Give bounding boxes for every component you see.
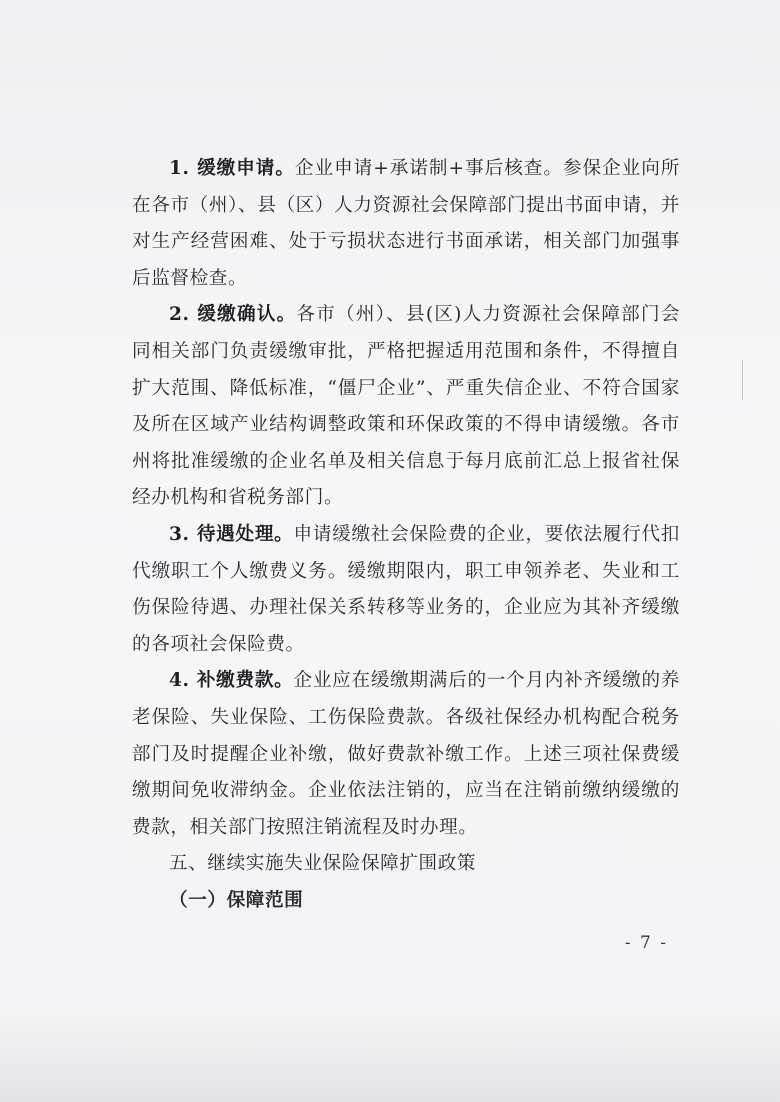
section-title: 五、继续实施失业保险保障扩围政策 xyxy=(169,853,477,875)
paragraph-benefit-handling xyxy=(132,517,680,663)
paragraph-text: 各市（州）、县(区)人力资源社会保障部门会同相关部门负责缓缴审批，严格把握适用范围和条件，不得擅自扩大范围、降低标准，“僵尸企业”、严重失信企业、不符合国家及所在区域产业结构调整政策和环保政策的不得申请缓缴。各市州将批准缓缴的企业名单及相关信息于每月底前汇总上报省社保经办机构和省税务部门。 xyxy=(132,304,680,509)
paragraph-deferral-application xyxy=(132,151,680,297)
margin-mark xyxy=(742,360,743,400)
paragraph-deferral-confirmation xyxy=(132,297,680,517)
paragraph-heading: 4. 补缴费款。 xyxy=(169,670,294,692)
paragraph-heading: 1. 缓缴申请。 xyxy=(169,158,295,179)
paragraph-back-payment xyxy=(132,663,680,846)
page-number: - 7 - xyxy=(624,933,668,953)
paragraph-text: 企业申请+承诺制+事后核查。参保企业向所在各市（州）、县（区）人力资源社会保障部门提出书面申请，并对生产经营困难、处于亏损状态进行书面承诺，相关部门加强事后监督检查。 xyxy=(132,158,680,289)
document-body xyxy=(132,151,680,919)
paragraph-heading: 3. 待遇处理。 xyxy=(169,523,294,545)
paragraph-text: 申请缓缴社会保险费的企业，要依法履行代扣代缴职工个人缴费义务。缓缴期限内，职工申领养老、失业和工伤保险待遇、办理社保关系转移等业务的，企业应为其补齐缓缴的各项社会保险费。 xyxy=(132,523,680,655)
subsection-title: （一）保障范围 xyxy=(169,889,304,911)
paragraph-heading: 2. 缓缴确认。 xyxy=(169,304,297,326)
page-bottom-shade xyxy=(0,1012,780,1102)
paragraph-text: 企业应在缓缴期满后的一个月内补齐缓缴的养老保险、失业保险、工伤保险费款。各级社保经办机构配合税务部门及时提醒企业补缴，做好费款补缴工作。上述三项社保费缓缴期间免收滞纳金。企业依法注销的，应当在注销前缴纳缓缴的费款，相关部门按照注销流程及时办理。 xyxy=(132,670,680,838)
